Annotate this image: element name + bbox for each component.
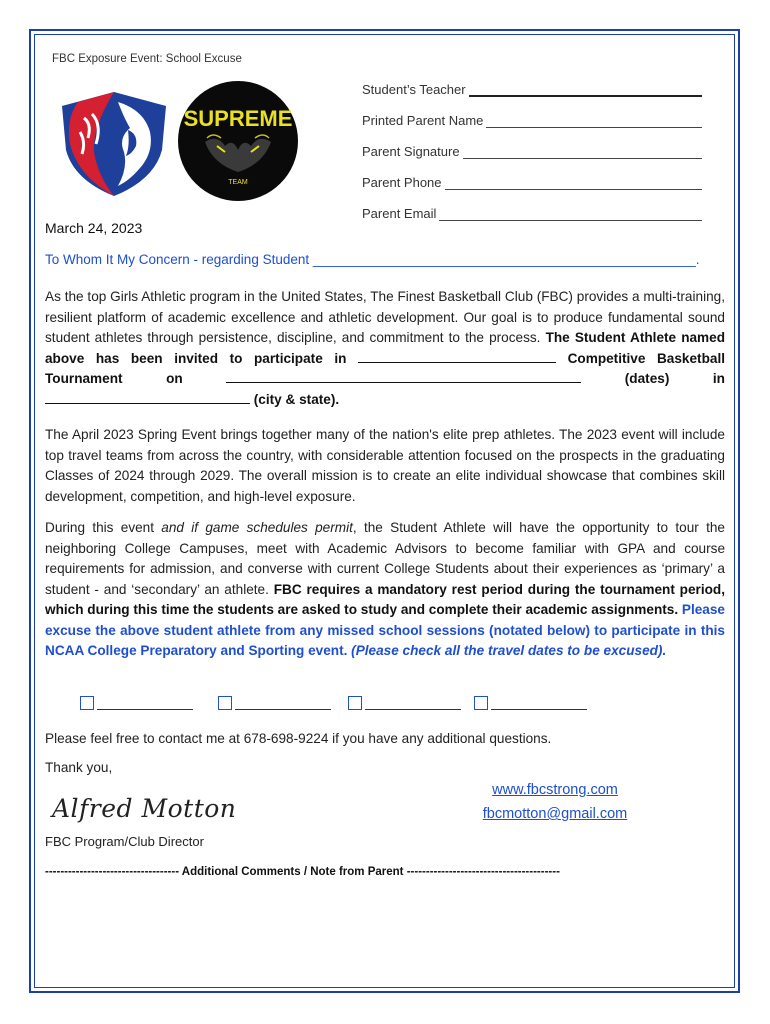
tournament-dates-blank[interactable] (226, 370, 581, 383)
concern-line: To Whom It My Concern - regarding Student ___________________________________________________. (45, 252, 700, 267)
invite-text-a: The Student Athlete named above has been invited to participate in (45, 330, 726, 366)
parent-name-field-label: Printed Parent Name (362, 113, 484, 128)
parent-signature-field-line[interactable] (463, 145, 702, 159)
contact-line: Please feel free to contact me at 678-698-9224 if you have any additional questions. (45, 731, 552, 746)
parent-phone-field-label: Parent Phone (362, 175, 442, 190)
rest-period-text: FBC requires a mandatory rest period during the tournament period, which during this time the students are asked to study and complete their academic assignments. (45, 581, 725, 617)
parent-phone-field[interactable] (362, 159, 702, 190)
invite-text-d: in (712, 371, 725, 386)
checkbox[interactable] (80, 696, 94, 710)
parent-email-field-label: Parent Email (362, 206, 437, 221)
parent-name-field-line[interactable] (486, 114, 702, 128)
parent-email-field[interactable] (362, 190, 702, 221)
travel-date-checkboxes (80, 696, 640, 716)
contact-links (465, 778, 645, 826)
checkbox[interactable] (474, 696, 488, 710)
supreme-logo-text: SUPREME (183, 106, 293, 131)
excuse-text-b: , the Student Athlete will have the opportunity to tour the neighboring College Campuses, meet with Academic Advisors to become familiar with GPA and course requirements for admission, and converse with current College Students about their experiences as ‘primary’ a student - and ‘secondary’ an athlete. (45, 520, 725, 597)
checkbox[interactable] (348, 696, 362, 710)
tournament-name-blank[interactable] (358, 350, 556, 363)
website-link[interactable]: www.fbcstrong.com (492, 782, 618, 798)
excuse-text-italic: and if game schedules permit (161, 520, 353, 535)
travel-dates-note: (Please check all the travel dates to be excused). (351, 643, 667, 658)
parent-signature-field-label: Parent Signature (362, 144, 460, 159)
parent-name-field[interactable] (362, 97, 702, 128)
team-logo-text: TEAM (228, 179, 248, 186)
city-state-blank[interactable] (45, 391, 250, 404)
signature-fields (362, 66, 702, 221)
director-title: FBC Program/Club Director (45, 834, 204, 849)
teacher-field-line[interactable] (469, 82, 702, 97)
travel-date-3[interactable] (348, 696, 461, 710)
supreme-team-logo (177, 80, 299, 202)
excuse-text-a: During this event (45, 520, 162, 535)
teacher-field-label: Student’s Teacher (362, 82, 466, 97)
event-paragraph: The April 2023 Spring Event brings together many of the nation's elite prep athletes. The 2023 event will include top travel teams from across the country, with considerable attention focused on the prospects in the graduating Classes of 2024 through 2029. The overall mission is to create an elite individual showcase that combines skill development, competition, and high-level exposure. (45, 427, 725, 504)
invite-text-c: (dates) (624, 371, 670, 386)
additional-comments-header: ----------------------------------- Additional Comments / Note from Parent ---------------------------------------- (45, 866, 560, 878)
date-line[interactable] (491, 697, 587, 710)
intro-text: As the top Girls Athletic program in the United States, The Finest Basketball Club (FBC) provides a multi-training, resilient platform of academic excellence and athletic development. Our goal is to produce fundamental sound student athletes through persistence, discipline, and commitment to the process. (45, 289, 725, 345)
invite-text-e: (city & state). (253, 391, 340, 407)
parent-phone-field-line[interactable] (445, 176, 702, 190)
excuse-request-text: Please excuse the above student athlete from any missed school sessions (notated below) to participate in this NCAA College Preparatory and Sporting event. (45, 602, 725, 658)
travel-date-1[interactable] (80, 696, 193, 710)
director-signature: Alfred Motton (52, 794, 237, 823)
date-line[interactable] (365, 697, 461, 710)
lion-shield-logo (58, 88, 170, 198)
travel-date-2[interactable] (218, 696, 331, 710)
teacher-field[interactable] (362, 66, 702, 97)
intro-paragraph (45, 287, 725, 410)
invite-text-b: Competitive Basketball Tournament on (45, 350, 725, 386)
excuse-paragraph (45, 518, 725, 662)
letter-date: March 24, 2023 (45, 220, 143, 236)
parent-email-field-line[interactable] (439, 207, 702, 221)
date-line[interactable] (97, 697, 193, 710)
form-title: FBC Exposure Event: School Excuse (52, 53, 242, 65)
parent-signature-field[interactable] (362, 128, 702, 159)
date-line[interactable] (235, 697, 331, 710)
checkbox[interactable] (218, 696, 232, 710)
travel-date-4[interactable] (474, 696, 587, 710)
email-link[interactable]: fbcmotton@gmail.com (482, 806, 628, 822)
closing-text: Thank you, (45, 760, 113, 775)
